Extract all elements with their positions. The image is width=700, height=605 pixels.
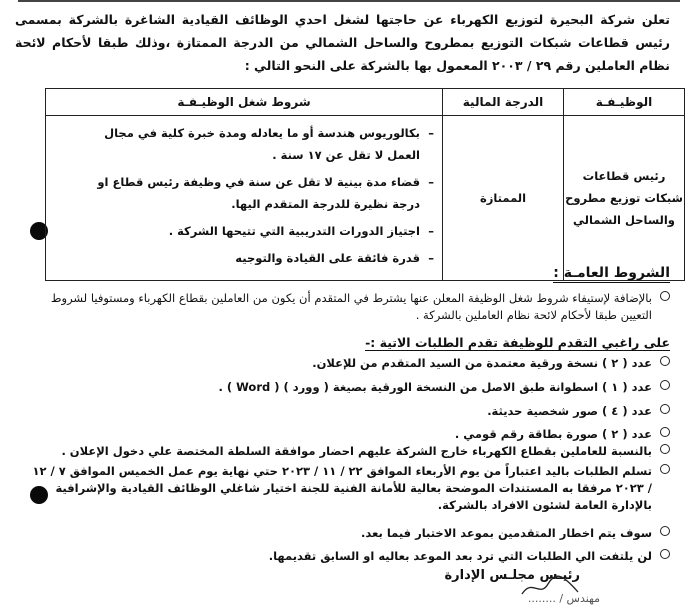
doc-item: عدد ( ٢ ) صورة بطاقة رقم قومي . bbox=[30, 426, 670, 443]
bullet-circle-icon bbox=[660, 404, 670, 414]
requirement-item: – اجتياز الدورات التدريبية التي تتيحها الشركة . bbox=[76, 220, 434, 242]
bullet-circle-icon bbox=[660, 464, 670, 474]
note-item: سوف يتم اخطار المتقدمين بموعد الاختبار فيما بعد. bbox=[30, 525, 670, 542]
bullet-circle-icon bbox=[660, 427, 670, 437]
requirement-item: – قضاء مدة بينية لا تقل عن سنة في وظيفة رئيس قطاع او درجة نظيرة للدرجة المتقدم اليها. bbox=[76, 171, 434, 215]
note-item: بالنسبة للعاملين بقطاع الكهرباء خارج الشركة عليهم احضار موافقة السلطة المختصة علي دخول الإعلان . bbox=[30, 443, 670, 460]
job-table bbox=[45, 88, 685, 281]
general-conditions-title: الشروط العامـة : bbox=[553, 265, 670, 281]
grade-cell: الممتازة bbox=[443, 116, 564, 281]
note-item: تسلم الطلبات باليد اعتباراً من يوم الأربعاء الموافق ٢٢ / ١١ / ٢٠٢٣ حتي نهاية يوم عمل الخميس الموافق ٧ / ١٢ / ٢٠٢٣ مرفقا به المستندات الموضحة بعالية للأمانة الفنية للجنة اختيار شاغلي الوظائف القيادية والإشرافية بالإدارة العامة لشئون الافراد بالشركة. bbox=[30, 463, 670, 514]
doc-item: عدد ( ٢ ) نسخة ورقية معتمدة من السيد المتقدم من للإعلان. bbox=[30, 355, 670, 372]
header-job: الوظيـفـة bbox=[564, 89, 685, 116]
requirement-item: – بكالوريوس هندسة أو ما يعادله ومدة خبرة كلية في مجال العمل لا تقل عن ١٧ سنة . bbox=[76, 122, 434, 166]
bullet-circle-icon bbox=[660, 291, 670, 301]
job-title-cell: رئيس قطاعات شبكات توزيع مطروح والساحل الشمالي bbox=[564, 116, 685, 281]
top-border bbox=[18, 0, 680, 2]
general-condition-item: بالإضافة لإستيفاء شروط شغل الوظيفة المعلن عنها يشترط في المتقدم أن يكون من العاملين بقطاع الكهرباء ومستوفيا لشروط التعيين طبقا لأحكام لائحة نظام العاملين بالشركة . bbox=[30, 290, 670, 324]
doc-item: عدد ( ١ ) اسطوانة طبق الاصل من النسخة الورقية بصيغة ( وورد ) ( Word ) . bbox=[30, 379, 670, 396]
note-item: لن يلتفت الي الطلبات التي ترد بعد الموعد بعاليه او السابق تقديمها. bbox=[30, 548, 670, 565]
doc-item: عدد ( ٤ ) صور شخصية حديثة. bbox=[30, 403, 670, 420]
signature-title: رئيـس مجلـس الإدارة bbox=[444, 568, 580, 583]
handwritten-signature-icon bbox=[520, 574, 580, 600]
bullet-circle-icon bbox=[660, 549, 670, 559]
header-grade: الدرجة المالية bbox=[443, 89, 564, 116]
bullet-circle-icon bbox=[660, 526, 670, 536]
bullet-circle-icon bbox=[660, 380, 670, 390]
requirement-item: – قدرة فائقة على القيادة والتوجيه bbox=[76, 247, 434, 269]
header-requirements: شروط شغل الوظيـفـة bbox=[46, 89, 443, 116]
job-table-header bbox=[46, 89, 685, 116]
bullet-circle-icon bbox=[660, 444, 670, 454]
job-table-row bbox=[46, 116, 685, 281]
apply-title: على راغبي التقدم للوظيفة تقدم الطلبات الاتية :- bbox=[365, 335, 670, 350]
requirements-cell bbox=[46, 116, 443, 281]
intro-paragraph: تعلن شركة البحيرة لتوزيع الكهرباء عن حاجتها لشغل احدي الوظائف القيادية الشاغرة بالشركة بمسمى رئيس قطاعات شبكات التوزيع بمطروح والساحل الشمالي من الدرجة الممتازة ،وذلك طبقا لأحكام لائحة نظام العاملين رقم ٢٩ / ٢٠٠٣ المعمول بها بالشركة على النحو التالي : bbox=[15, 12, 670, 73]
signature-name: مهندس / ........ bbox=[527, 592, 600, 605]
bullet-circle-icon bbox=[660, 356, 670, 366]
